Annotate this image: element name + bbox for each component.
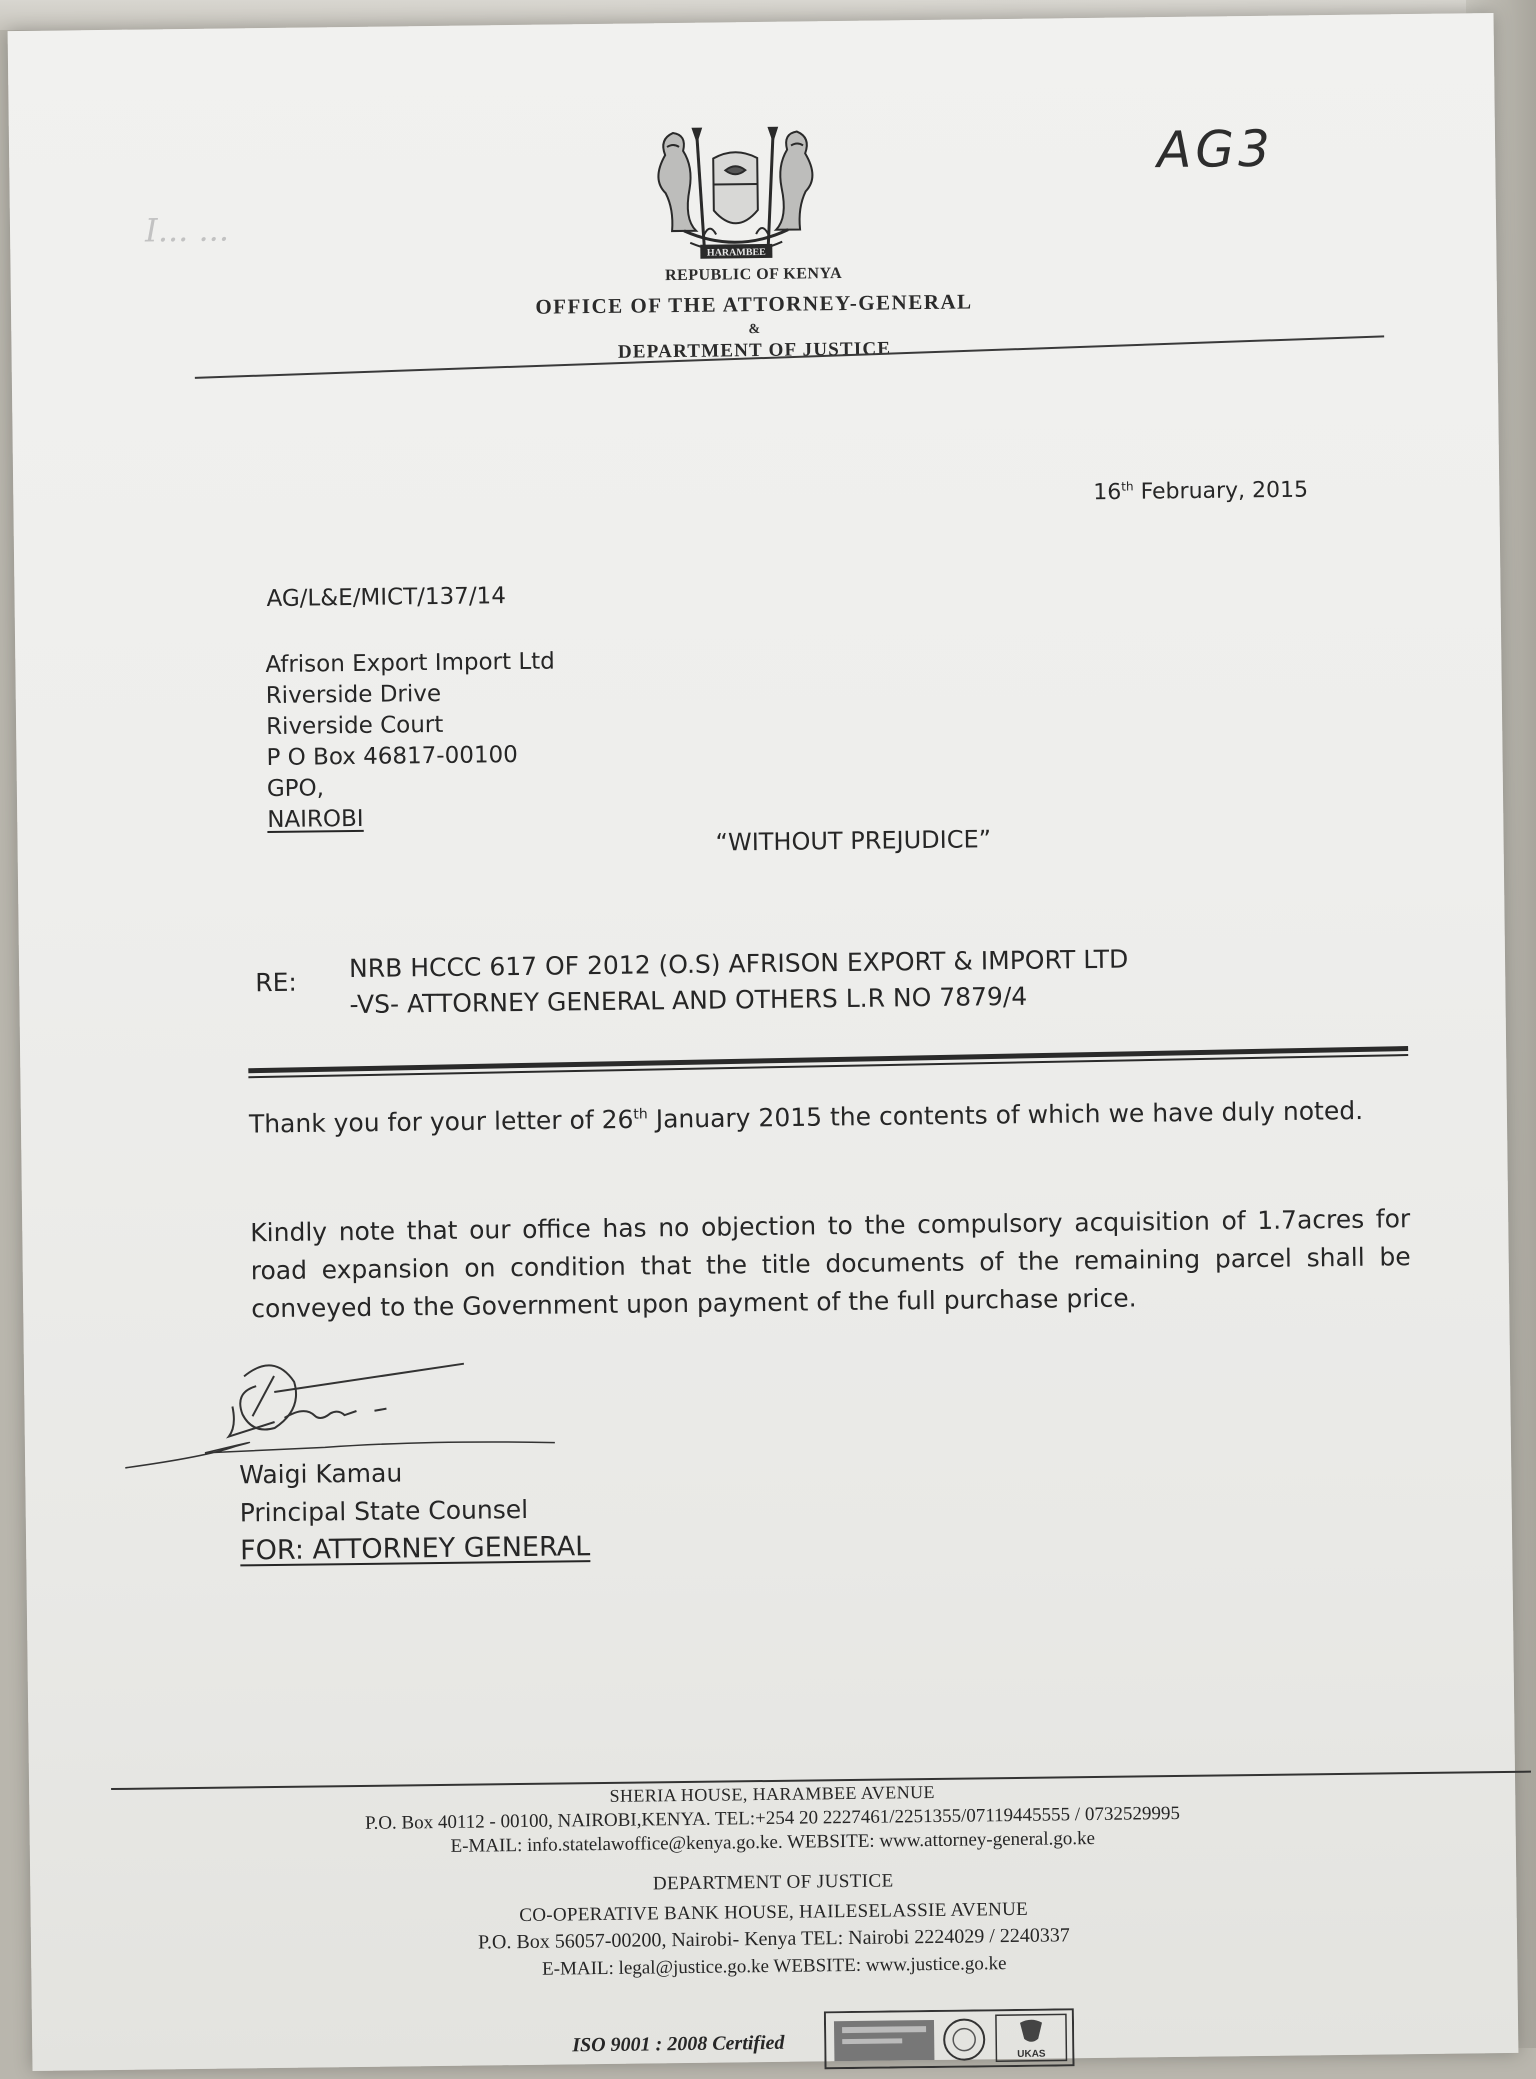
- signatory-for: FOR: ATTORNEY GENERAL: [239, 1531, 591, 1567]
- signatory-title: Principal State Counsel: [239, 1494, 529, 1528]
- recipient-line: GPO,: [266, 775, 325, 803]
- reference-number: AG/L&E/MICT/137/14: [266, 583, 507, 613]
- without-prejudice-marking: “WITHOUT PREJUDICE”: [715, 825, 992, 857]
- footer-contacts-1: P.O. Box 40112 - 00100, NAIROBI,KENYA. TEL:+254 20 2227461/2251355/07119445555 / 0732529995: [364, 1802, 1181, 1834]
- subject-line-2: -VS- ATTORNEY GENERAL AND OTHERS L.R NO 7879/4: [349, 981, 1028, 1020]
- recipient-line: Afrison Export Import Ltd: [265, 648, 555, 679]
- recipient-city: NAIROBI: [267, 805, 364, 834]
- iso-certification: ISO 9001 : 2008 Certified: [572, 2031, 785, 2057]
- letter-date: 16th February, 2015: [1093, 477, 1309, 506]
- footer-email-2: E-MAIL: legal@justice.go.ke WEBSITE: www.justice.go.ke: [541, 1953, 1007, 1980]
- handwritten-annotation-ag3: AG3: [1156, 119, 1275, 180]
- recipient-line: Riverside Court: [265, 711, 444, 741]
- footer-department: DEPARTMENT OF JUSTICE: [652, 1870, 894, 1895]
- kenya-coat-of-arms-icon: [643, 117, 829, 269]
- certification-badges-icon: [824, 2008, 1075, 2069]
- letterhead-republic: REPUBLIC OF KENYA: [664, 264, 843, 285]
- subject-label: RE:: [255, 967, 298, 998]
- letterhead-ampersand: &: [748, 321, 761, 338]
- letterhead-office: OFFICE OF THE ATTORNEY-GENERAL: [535, 289, 973, 319]
- letter-sheet: [8, 13, 1519, 2071]
- footer-address-1: SHERIA HOUSE, HARAMBEE AVENUE: [609, 1781, 935, 1806]
- handwritten-annotation-faint: I... ...: [144, 210, 230, 250]
- crest-motto: HARAMBEE: [706, 246, 766, 259]
- subject-rule-thick: [248, 1046, 1408, 1073]
- subject-line-1: NRB HCCC 617 OF 2012 (O.S) AFRISON EXPORT & IMPORT LTD: [348, 944, 1129, 984]
- footer-contacts-2: P.O. Box 56057-00200, Nairobi- Kenya TEL: Nairobi 2224029 / 2240337: [477, 1924, 1070, 1954]
- footer-address-2: CO-OPERATIVE BANK HOUSE, HAILESELASSIE AVENUE: [519, 1898, 1029, 1927]
- paragraph-acknowledgement: Thank you for your letter of 26th January 2015 the contents of which we have duly noted.: [248, 1096, 1364, 1139]
- recipient-line: Riverside Drive: [265, 680, 442, 710]
- subject-line: [349, 942, 1129, 1024]
- recipient-address: [265, 647, 557, 837]
- footer-email-1: E-MAIL: info.statelawoffice@kenya.go.ke. WEBSITE: www.attorney-general.go.ke: [450, 1828, 1096, 1857]
- letterhead-department: DEPARTMENT OF JUSTICE: [617, 338, 892, 363]
- paragraph-no-objection: Kindly note that our office has no objection to the compulsory acquisition of 1.7acres for road expansion on condition that the title documents of the remaining parcel shall be conveyed to the Government upon payment of the full purchase price.: [250, 1204, 1411, 1324]
- recipient-line: P O Box 46817-00100: [266, 741, 518, 772]
- signature-block: [239, 1452, 590, 1570]
- badge-label: UKAS: [1017, 2048, 1046, 2060]
- signatory-name: Waigi Kamau: [239, 1458, 403, 1490]
